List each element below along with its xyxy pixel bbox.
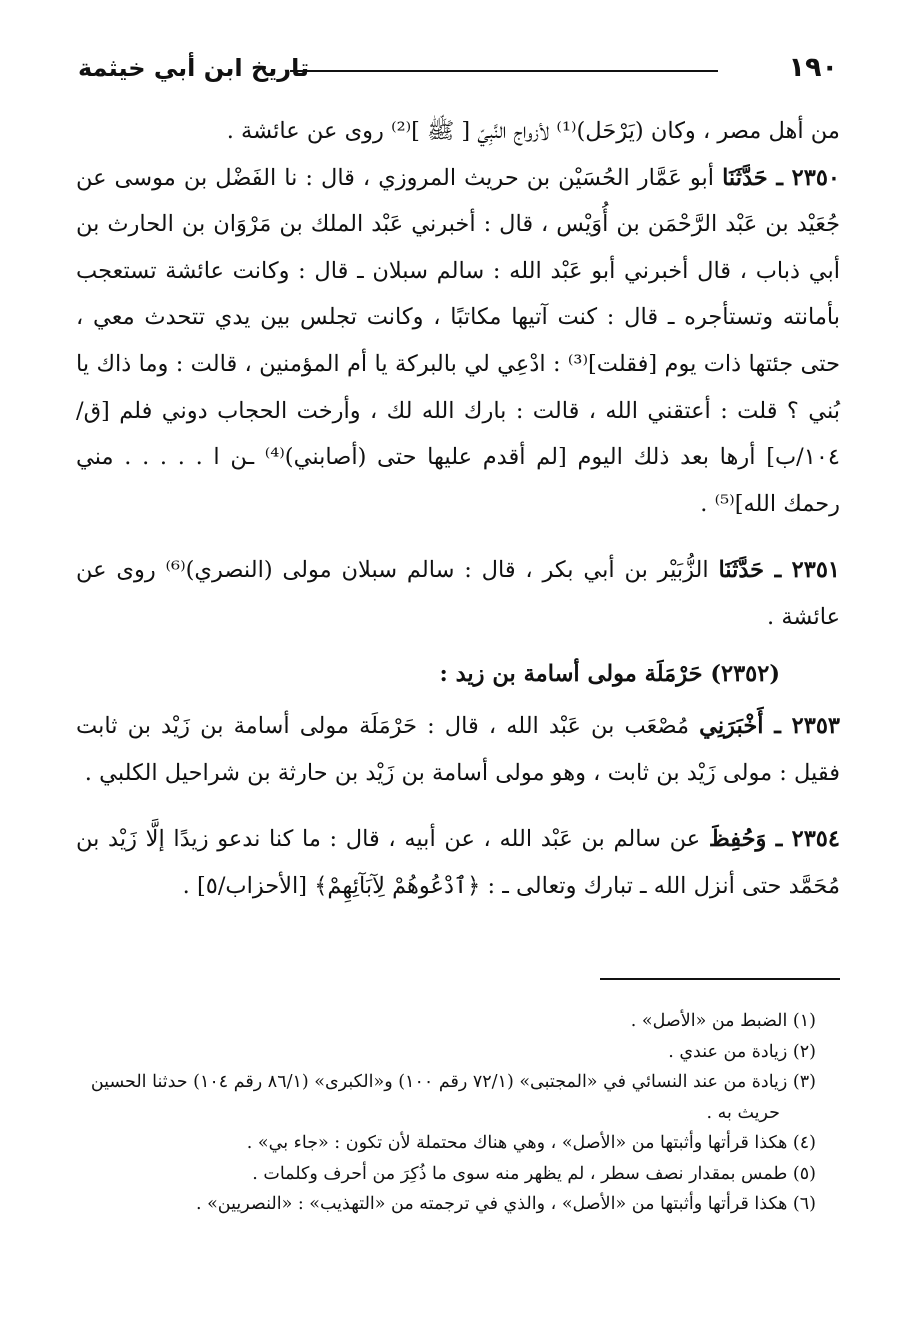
main-text [76, 108, 840, 910]
hadith-lead: ٢٣٥١ ـ حَدَّثَنَا [718, 557, 840, 584]
header-rule [290, 70, 718, 72]
hadith-text: عن سالم بن عَبْد الله ، عن أبيه ، قال : ما كنا ندعو زيدًا إلَّا زَيْد بن مُحَمَّد حتى أنزل الله ـ تبارك وتعالى ـ : ﴿ٱدْعُوهُمْ لِآبَآئِهِمْ﴾ [الأحزاب/٥] . [76, 826, 840, 899]
page-number: ١٩٠ [788, 52, 838, 83]
footnote-1: (١) الضبط من «الأصل» . [630, 1011, 816, 1031]
footnotes [70, 1006, 816, 1220]
hadith-text: مُصْعَب بن عَبْد الله ، قال : حَرْمَلَة مولى أسامة بن زَيْد بن ثابت فقيل : مولى زَيْد بن ثابت ، وهو مولى أسامة بن زَيْد بن حارثة بن شراحيل الكلبي . [76, 713, 840, 786]
paragraph-2350 [76, 155, 840, 528]
hadith-text: الزُّبَيْر بن أبي بكر ، قال : سالم سبلان مولى (النصري)⁽⁶⁾ روى عن عائشة . [76, 557, 840, 630]
paragraph-continuation: من أهل مصر ، وكان (يَرْحَل)⁽¹⁾ لأزواج النَّبِيّ [ ﷺ ]⁽²⁾ روى عن عائشة . [226, 118, 840, 144]
hadith-lead: ٢٣٥٣ ـ أَخْبَرَنِي [699, 713, 840, 740]
paragraph-2353 [76, 703, 840, 796]
footnote-3: (٣) زيادة من عند النسائي في «المجتبى» (٧٢/١ رقم ١٠٠) و«الكبرى» (٨٦/١ رقم ١٠٤) حدثنا الحسين [90, 1072, 816, 1092]
paragraph-2354 [76, 816, 840, 909]
footnote-4: (٤) هكذا قرأتها وأثبتها من «الأصل» ، وهي هناك محتملة لأن تكون : «جاء بي» . [246, 1133, 816, 1153]
section-heading: (٢٣٥٢) حَرْمَلَة مولى أسامة بن زيد : [439, 660, 780, 687]
hadith-lead: ٢٣٥٠ ـ حَدَّثَنَا [722, 164, 840, 191]
footnote-5: (٥) طمس بمقدار نصف سطر ، لم يظهر منه سوى ما ذُكِرَ من أحرف وكلمات . [252, 1163, 816, 1184]
running-title: تاريخ ابن أبي خيثمة [78, 54, 310, 82]
footnote-6: (٦) هكذا قرأتها وأثبتها من «الأصل» ، والذي في ترجمته من «التهذيب» : «النصريين» . [195, 1194, 816, 1214]
footnote-2: (٢) زيادة من عندي . [668, 1041, 816, 1062]
paragraph-2351 [76, 547, 840, 640]
hadith-text: أبو عَمَّار الحُسَيْن بن حريث المروزي ، قال : نا الفَضْل بن موسى عن جُعَيْد بن عَبْد الرَّحْمَن بن أُوَيْس ، قال : أخبرني عَبْد الملك بن مَرْوَان بن الحارث بن أبي ذباب ، قال أخبرني أبو عَبْد الله : سالم سبلان ـ قال : وكانت عائشة تستعجب بأمانته وتستأجره ـ قال : كنت آتيها مكاتبًا ، وكانت تجلس بين يدي تتحدث معي ، حتى جئتها ذات يوم [فقلت]⁽³⁾ : ادْعِي لي بالبركة يا أم المؤمنين ، قالت : وما ذاك يا بُني ؟ قلت : أعتقني الله ، قالت : بارك الله لك ، وأرخت الحجاب دوني فلم [ق/١٠٤/ب] أرها بعد ذلك اليوم [لم أقدم عليها حتى (أصابني)⁽⁴⁾ ـن ا . . . . . مني رحمك الله]⁽⁵⁾ . [76, 164, 841, 517]
footnote-rule [600, 978, 840, 980]
footnote-3-continuation: حريث به . [706, 1102, 780, 1123]
hadith-lead: ٢٣٥٤ ـ وَحُفِظَ [708, 826, 840, 853]
